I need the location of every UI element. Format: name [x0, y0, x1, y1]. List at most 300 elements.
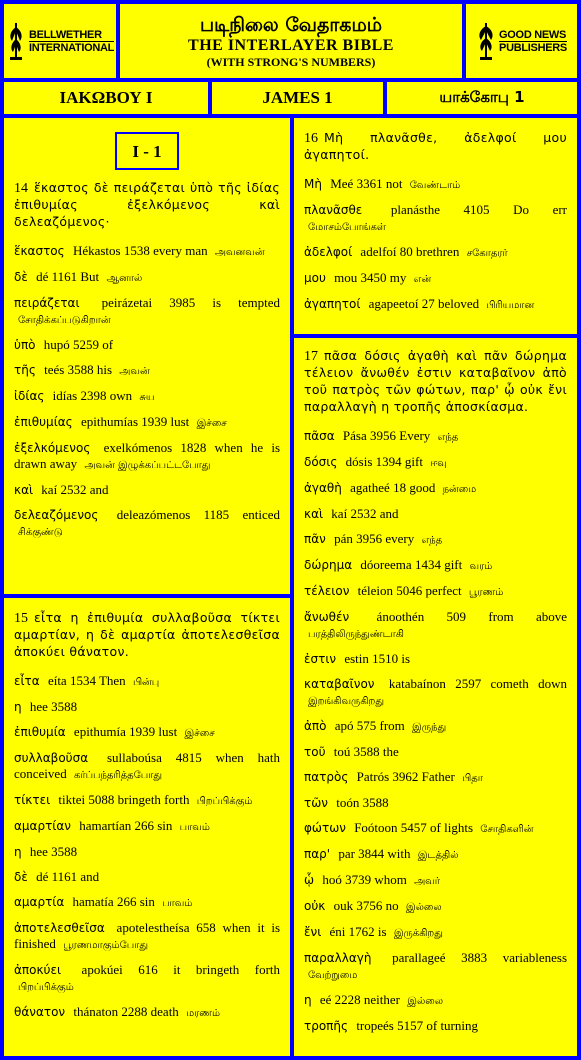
tamil-gloss: பிரியமான — [486, 300, 535, 311]
transliteration: dé — [36, 269, 49, 284]
good-news-logo-icon — [476, 21, 496, 61]
english-gloss: is — [377, 924, 387, 939]
transliteration: dóoreema — [360, 557, 412, 572]
greek-word: πατρὸς — [304, 770, 349, 784]
greek-word: η — [14, 700, 22, 714]
transliteration: Patrós — [356, 769, 390, 784]
transliteration: thánaton — [73, 1004, 119, 1019]
strong-number: 1538 — [123, 243, 150, 258]
word-entry — [14, 440, 280, 473]
word-entry — [14, 673, 280, 690]
strong-number: 2288 — [121, 1004, 148, 1019]
right-logo-line2: PUBLISHERS — [499, 41, 567, 54]
tamil-gloss: இச்சை — [196, 418, 227, 429]
transliteration: eíta — [47, 673, 67, 688]
strong-number: 1939 — [141, 414, 168, 429]
greek-word: αμαρτίαν — [14, 819, 71, 833]
word-entry — [304, 872, 567, 889]
strong-number: 2398 — [80, 388, 107, 403]
english-gloss: death — [150, 1004, 179, 1019]
word-entry — [14, 482, 280, 498]
word-entry — [14, 362, 280, 379]
strong-number: 1161 — [51, 269, 78, 284]
reference-greek: ΙΑΚΩΒΟΥ Ι — [4, 82, 208, 114]
transliteration: hee — [29, 844, 48, 859]
strong-number: 2597 — [455, 676, 482, 691]
chapter-badge: I - 1 — [115, 132, 179, 170]
strong-number: 1510 — [372, 651, 399, 666]
greek-word: ἄνωθέν — [304, 610, 350, 624]
tamil-gloss: பிதா — [462, 773, 483, 784]
transliteration: mou — [334, 270, 358, 285]
strong-number: 266 — [134, 818, 154, 833]
transliteration: toón — [336, 795, 360, 810]
strong-number: 3844 — [358, 846, 385, 861]
strong-number: 616 — [138, 962, 158, 977]
english-gloss: Then — [98, 673, 126, 688]
word-entry — [14, 269, 280, 286]
transliteration: dósis — [345, 454, 373, 469]
strong-number: 3588 — [67, 362, 94, 377]
english-gloss: every man — [153, 243, 208, 258]
strong-number: 3588 — [362, 795, 389, 810]
tamil-gloss: அவன் — [119, 366, 150, 377]
strong-number: 575 — [356, 718, 377, 733]
english-gloss: own — [109, 388, 133, 403]
reference-english: JAMES 1 — [212, 82, 383, 114]
english-gloss: sin — [139, 894, 155, 909]
greek-word: δόσις — [304, 455, 338, 469]
greek-word: ἀποκύει — [14, 963, 62, 977]
tamil-gloss: பிறப்பிக்கும் — [18, 982, 74, 993]
greek-word: πλανᾶσθε — [304, 203, 363, 217]
strong-number: 5046 — [396, 583, 423, 598]
verse-number: 16 — [304, 131, 318, 146]
verse-17-pane — [294, 338, 577, 1056]
strong-number: 4105 — [463, 202, 490, 217]
english-gloss: when hath conceived — [14, 750, 280, 781]
tamil-gloss: அவனவன் — [214, 247, 265, 258]
transliteration: agapeetoí — [368, 296, 419, 311]
tamil-gloss: பிறப்பிக்கும் — [196, 796, 253, 807]
transliteration: sullaboúsa — [106, 750, 162, 765]
english-gloss: the — [382, 744, 399, 759]
greek-word: τέλειον — [304, 584, 350, 598]
english-gloss: from — [379, 718, 405, 733]
strong-number: 1434 — [414, 557, 441, 572]
greek-word: τίκτει — [14, 793, 51, 807]
tamil-gloss: சிக்குண்டு — [18, 527, 63, 538]
english-gloss: of — [102, 337, 114, 352]
strong-number: 1394 — [375, 454, 402, 469]
english-gloss: of lights — [430, 820, 474, 835]
strong-number: 5088 — [88, 792, 115, 807]
transliteration: toú — [333, 744, 351, 759]
greek-word: ἐπιθυμίας — [14, 415, 73, 429]
greek-word: οὐκ — [304, 899, 326, 913]
transliteration: téleion — [357, 583, 394, 598]
word-entry — [14, 507, 280, 540]
transliteration: planásthe — [390, 202, 440, 217]
strong-number: 3956 — [370, 428, 396, 443]
word-entry — [14, 844, 280, 860]
tamil-gloss: இருக்கிறது — [393, 928, 443, 939]
verse-15-pane — [4, 598, 290, 1056]
transliteration: hamartían — [79, 818, 132, 833]
verse-greek-text: εἶτα η ἐπιθυμία συλλαβοῦσα τίκτει αμαρτίαν, η δὲ αμαρτία ἀποτελεσθεῖσα ἀποκύει θάνατον. — [14, 610, 280, 659]
transliteration: Meé — [330, 176, 354, 191]
transliteration: kaí — [331, 506, 348, 521]
transliteration: epithumía — [73, 724, 126, 739]
strong-number: 3361 — [356, 176, 383, 191]
strong-number: 27 — [421, 296, 435, 311]
verse-14-pane — [4, 118, 290, 594]
greek-word: ἐξελκόμενος — [14, 441, 91, 455]
transliteration: teés — [44, 362, 65, 377]
transliteration: eé — [319, 992, 332, 1007]
word-entry — [14, 243, 280, 260]
strong-number: 3956 — [356, 531, 383, 546]
verse-number: 15 — [14, 611, 28, 626]
tamil-gloss: இச்சை — [184, 728, 215, 739]
english-gloss: lust — [170, 414, 190, 429]
greek-word: ἐστιν — [304, 652, 337, 666]
tamil-gloss: சோதிகளின் — [480, 824, 534, 835]
greek-word: τῆς — [14, 363, 36, 377]
english-gloss: Every — [399, 428, 431, 443]
transliteration: katabaínon — [388, 676, 446, 691]
greek-word: ὑπὸ — [14, 338, 36, 352]
word-entry — [14, 414, 280, 431]
right-logo-line1: GOOD NEWS — [499, 28, 567, 41]
word-entry — [14, 894, 280, 911]
subtitle: (WITH STRONG'S NUMBERS) — [206, 54, 376, 69]
right-logo — [466, 4, 577, 78]
greek-word: πᾶσα — [304, 429, 335, 443]
tamil-gloss: இடத்தில் — [417, 850, 459, 861]
strong-number: 5157 — [397, 1018, 424, 1033]
tamil-gloss: வேண்டாம் — [409, 180, 461, 191]
verse-number: 17 — [304, 349, 318, 364]
english-gloss: when it is finished — [14, 920, 281, 951]
transliteration: parallageé — [392, 950, 446, 965]
english-gloss: no — [385, 898, 399, 913]
tamil-gloss: பாவம் — [162, 898, 193, 909]
transliteration: hamatía — [72, 894, 114, 909]
word-entry — [14, 818, 280, 835]
transliteration: Pása — [342, 428, 367, 443]
greek-word: τοῦ — [304, 745, 326, 759]
word-entry — [304, 270, 567, 287]
greek-word: ἐπιθυμία — [14, 725, 66, 739]
strong-number: 266 — [116, 894, 137, 909]
word-entry — [304, 950, 567, 983]
greek-word: ἕκαστος — [14, 244, 65, 258]
english-gloss: gift — [404, 454, 423, 469]
english-gloss: and — [80, 869, 100, 884]
tamil-gloss: சகோதரர் — [466, 248, 508, 259]
word-entry — [304, 176, 567, 193]
tamil-gloss: இல்லை — [405, 902, 442, 913]
greek-word: συλλαβοῦσα — [14, 751, 89, 765]
transliteration: par — [338, 846, 355, 861]
transliteration: kaí — [41, 482, 58, 497]
strong-number: 1185 — [203, 507, 230, 522]
strong-number: 3588 — [51, 844, 78, 859]
verse-16-pane — [294, 118, 577, 334]
transliteration: agatheé — [350, 480, 390, 495]
tamil-gloss: வேற்றுமை — [308, 970, 358, 981]
word-entry — [14, 750, 280, 783]
greek-word: δὲ — [14, 270, 28, 284]
tamil-gloss: பரத்திலிருந்துண்டாகி — [308, 629, 404, 640]
strong-number: 80 — [399, 244, 413, 259]
verse-number: 14 — [14, 181, 28, 196]
english-gloss: Father — [421, 769, 455, 784]
greek-word: ἀπὸ — [304, 719, 327, 733]
english-gloss: not — [385, 176, 403, 191]
verse-greek-text: πᾶσα δόσις ἀγαθὴ καὶ πᾶν δώρημα τέλειον ἄνωθέν ἐστιν καταβαῖνον ἀπὸ τοῦ πατρὸς τῶν φώτων, παρ' ᾧ οὐκ ἔνι παραλλαγὴ η τροπῆς ἀποσκίασμα. — [304, 348, 567, 414]
greek-word: ἀγαπητοί — [304, 297, 361, 311]
transliteration: estin — [344, 651, 369, 666]
tamil-gloss: பூரணம் — [468, 587, 504, 598]
tamil-gloss: கர்ப்பந்தரித்தபோது — [73, 770, 163, 781]
word-entry — [304, 557, 567, 574]
greek-word: καὶ — [14, 483, 34, 497]
verse-16-text — [304, 130, 567, 164]
greek-word: Μὴ — [304, 177, 322, 191]
tamil-gloss: என் — [413, 274, 432, 285]
word-entry — [304, 676, 567, 709]
transliteration: pán — [334, 531, 353, 546]
strong-number: 2532 — [60, 482, 87, 497]
strong-number: 4815 — [175, 750, 202, 765]
greek-word: δελεαζόμενος — [14, 508, 99, 522]
verse-14-text — [14, 180, 280, 231]
word-entry — [304, 992, 567, 1009]
greek-word: ἀποτελεσθεῖσα — [14, 921, 105, 935]
word-entry — [304, 583, 567, 600]
strong-number: 5259 — [73, 337, 100, 352]
transliteration: hupó — [43, 337, 70, 352]
transliteration: hoó — [322, 872, 342, 887]
greek-word: μου — [304, 271, 326, 285]
tamil-gloss: அவர் — [414, 876, 440, 887]
transliteration: exelkómenos — [103, 440, 173, 455]
english-gloss: is tempted — [212, 295, 281, 310]
word-entry — [304, 924, 567, 941]
transliteration: tropeés — [356, 1018, 394, 1033]
greek-word: παραλλαγὴ — [304, 951, 372, 965]
tamil-gloss: மரணம் — [186, 1008, 221, 1019]
left-logo-line1: BELLWETHER — [28, 28, 102, 41]
transliteration: Foótoon — [354, 820, 398, 835]
greek-word: αμαρτία — [14, 895, 65, 909]
english-gloss: with — [387, 846, 411, 861]
english-gloss: sin — [157, 818, 173, 833]
word-entry — [304, 296, 567, 313]
strong-number: 1828 — [180, 440, 207, 455]
english-gloss: brethren — [416, 244, 460, 259]
word-entry — [304, 769, 567, 786]
transliteration: apotelestheísa — [116, 920, 190, 935]
word-entry — [304, 651, 567, 667]
english-gloss: from above — [488, 609, 568, 624]
tamil-gloss: இல்லை — [407, 996, 444, 1007]
word-entry — [304, 898, 567, 915]
word-entry — [304, 795, 567, 811]
tamil-gloss: வரம் — [469, 561, 493, 572]
word-entry — [304, 718, 567, 735]
english-gloss: when he is drawn away — [14, 440, 281, 471]
greek-word: πᾶν — [304, 532, 326, 546]
strong-number: 658 — [196, 920, 216, 935]
word-entry — [14, 699, 280, 715]
greek-word: ἰδίας — [14, 389, 45, 403]
title-english: THE INTERLAYER BIBLE — [188, 36, 394, 54]
english-gloss: neither — [363, 992, 400, 1007]
strong-number: 3756 — [356, 898, 383, 913]
transliteration: Hékastos — [72, 243, 121, 258]
word-entry — [14, 962, 280, 995]
word-entry — [304, 846, 567, 863]
english-gloss: gift — [444, 557, 463, 572]
greek-word: εἶτα — [14, 674, 40, 688]
word-entry — [14, 1004, 280, 1021]
title-tamil: படிநிலை வேதாகமம் — [199, 13, 383, 36]
transliteration: ánoothén — [376, 609, 425, 624]
greek-word: ἀγαθὴ — [304, 481, 342, 495]
greek-word: τροπῆς — [304, 1019, 349, 1033]
english-gloss: good — [409, 480, 436, 495]
greek-word: καταβαῖνον — [304, 677, 375, 691]
word-entry — [304, 454, 567, 471]
left-logo — [4, 4, 116, 78]
english-gloss: whom — [374, 872, 407, 887]
reference-tamil: யாக்கோபு 1 — [387, 82, 577, 114]
transliteration: hee — [29, 699, 48, 714]
transliteration: epithumías — [80, 414, 139, 429]
english-gloss: my — [389, 270, 407, 285]
left-logo-line2: INTERNATIONAL — [28, 41, 115, 54]
english-gloss: beloved — [437, 296, 480, 311]
title-block — [120, 4, 462, 78]
word-entry — [14, 295, 280, 328]
word-entry — [304, 609, 567, 642]
greek-word: ἀδελφοί — [304, 245, 353, 259]
verse-greek-text: ἕκαστος δὲ πειράζεται ὑπὸ τῆς ἰδίας ἐπιθυμίας ἐξελκόμενος καὶ δελεαζόμενος· — [14, 180, 280, 229]
english-gloss: it bringeth forth — [173, 962, 281, 977]
greek-word: τῶν — [304, 796, 328, 810]
strong-number: 3962 — [392, 769, 419, 784]
strong-number: 1534 — [69, 673, 96, 688]
strong-number: 3883 — [461, 950, 488, 965]
english-gloss: perfect — [425, 583, 462, 598]
word-entry — [14, 337, 280, 353]
english-gloss: bringeth forth — [117, 792, 190, 807]
tamil-gloss: அவன் இழுக்கப்பட்டபோது — [84, 460, 211, 471]
english-gloss: his — [96, 362, 113, 377]
tamil-gloss: சோதிக்கப்படுகிறான் — [18, 315, 111, 326]
word-entry — [14, 724, 280, 741]
strong-number: 2228 — [334, 992, 361, 1007]
strong-number: 5457 — [400, 820, 427, 835]
word-entry — [14, 792, 280, 809]
tamil-gloss: இறங்கிவருகிறது — [308, 696, 384, 707]
tamil-gloss: மோசம்போங்கள் — [308, 222, 386, 233]
transliteration: peirázetai — [101, 295, 153, 310]
word-entry — [304, 506, 567, 522]
greek-word: η — [304, 993, 312, 1007]
english-gloss: every — [385, 531, 415, 546]
tamil-gloss: இருந்து — [412, 722, 447, 733]
strong-number: 3588 — [353, 744, 380, 759]
english-gloss: But — [80, 269, 100, 284]
word-entry — [304, 202, 567, 235]
greek-word: δώρημα — [304, 558, 353, 572]
transliteration: apó — [334, 718, 354, 733]
english-gloss: cometh down — [490, 676, 568, 691]
tamil-gloss: எந்த — [421, 535, 443, 546]
tamil-gloss: ஈவு — [430, 458, 447, 469]
greek-word: δὲ — [14, 870, 28, 884]
verse-15-text — [14, 610, 280, 661]
transliteration: ouk — [333, 898, 354, 913]
strong-number: 1762 — [348, 924, 375, 939]
word-entry — [304, 744, 567, 760]
english-gloss: and — [379, 506, 399, 521]
greek-word: καὶ — [304, 507, 324, 521]
greek-word: παρ' — [304, 847, 331, 861]
english-gloss: Do err — [513, 202, 568, 217]
verse-17-text — [304, 348, 567, 416]
english-gloss: enticed — [242, 507, 281, 522]
strong-number: 2532 — [350, 506, 377, 521]
strong-number: 3450 — [360, 270, 387, 285]
word-entry — [304, 1018, 567, 1034]
word-entry — [304, 428, 567, 445]
greek-word: ἔνι — [304, 925, 322, 939]
english-gloss: and — [89, 482, 109, 497]
transliteration: idías — [52, 388, 78, 403]
transliteration: tiktei — [58, 792, 86, 807]
english-gloss: of turning — [426, 1018, 478, 1033]
english-gloss: variableness — [502, 950, 568, 965]
strong-number: 18 — [393, 480, 407, 495]
word-entry — [304, 531, 567, 548]
english-gloss: is — [401, 651, 411, 666]
verse-greek-text: Μὴ πλανᾶσθε, ἀδελφοί μου ἀγαπητοί. — [304, 130, 567, 162]
transliteration: dé — [36, 869, 49, 884]
strong-number: 509 — [446, 609, 467, 624]
strong-number: 3985 — [169, 295, 196, 310]
word-entry — [304, 244, 567, 261]
word-entry — [304, 480, 567, 497]
tamil-gloss: சுய — [139, 392, 155, 403]
tamil-gloss: பின்பு — [132, 677, 160, 688]
tamil-gloss: பாவம் — [179, 822, 210, 833]
greek-word: θάνατον — [14, 1005, 66, 1019]
transliteration: deleazómenos — [116, 507, 191, 522]
transliteration: adelfoí — [360, 244, 397, 259]
strong-number: 3588 — [51, 699, 78, 714]
transliteration: apokúei — [81, 962, 123, 977]
tamil-gloss: எந்த — [437, 432, 459, 443]
strong-number: 3739 — [345, 872, 372, 887]
bellwether-logo-icon — [6, 21, 26, 61]
word-entry — [14, 920, 280, 953]
greek-word: η — [14, 845, 22, 859]
